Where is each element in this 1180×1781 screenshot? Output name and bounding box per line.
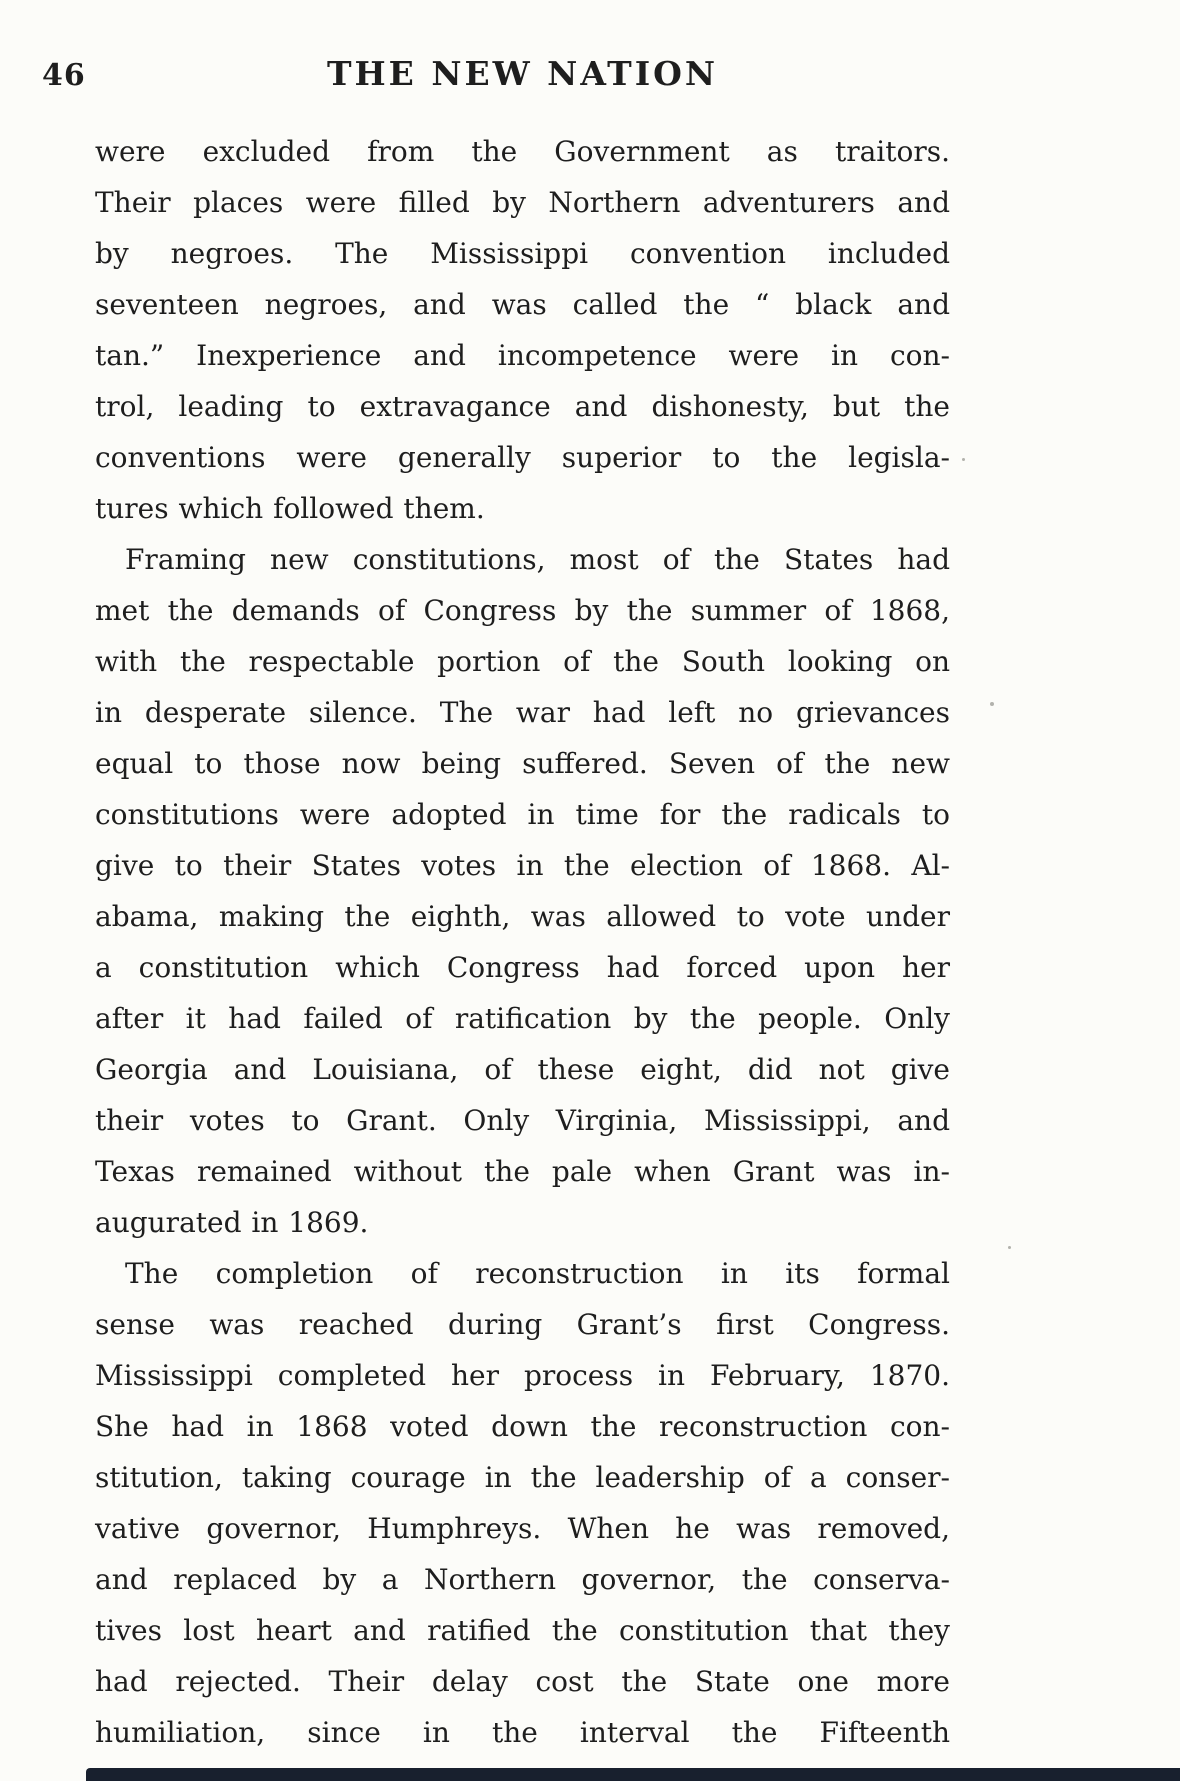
running-title: THE NEW NATION: [326, 54, 719, 93]
text-line: humiliation, since in the interval the Fifteenth: [95, 1716, 950, 1749]
text-line: trol, leading to extravagance and dishonesty, but the: [95, 390, 950, 423]
text-line: were excluded from the Government as traitors.: [95, 135, 950, 168]
paragraph: [95, 534, 950, 1248]
text-line: tives lost heart and ratified the constitution that they: [95, 1614, 950, 1647]
text-line: in desperate silence. The war had left no grievances: [95, 696, 950, 729]
text-line: She had in 1868 voted down the reconstruction con-: [95, 1410, 950, 1443]
scan-speckle: [990, 702, 994, 706]
text-line: stitution, taking courage in the leadership of a conser-: [95, 1461, 950, 1494]
text-line: sense was reached during Grant’s first Congress.: [95, 1308, 950, 1341]
scan-speckle: [962, 458, 965, 461]
scan-edge-artifact: [86, 1768, 1180, 1781]
text-line: abama, making the eighth, was allowed to vote under: [95, 900, 950, 933]
paragraph: [95, 126, 950, 534]
text-line: after it had failed of ratification by the people. Only: [95, 1002, 950, 1035]
scan-speckle: [1008, 1246, 1011, 1249]
text-line: and replaced by a Northern governor, the conserva-: [95, 1563, 950, 1596]
text-line: tan.” Inexperience and incompetence were in con-: [95, 339, 950, 372]
text-line: seventeen negroes, and was called the “ black and: [95, 288, 950, 321]
text-block: [95, 126, 950, 1758]
text-line: give to their States votes in the election of 1868. Al-: [95, 849, 950, 882]
text-line: augurated in 1869.: [95, 1206, 369, 1239]
text-line: tures which followed them.: [95, 492, 485, 525]
page-header: [0, 54, 1180, 100]
text-line: Their places were filled by Northern adventurers and: [95, 186, 950, 219]
text-line: conventions were generally superior to the legisla-: [95, 441, 950, 474]
text-line: had rejected. Their delay cost the State one more: [95, 1665, 950, 1698]
page-number: 46: [42, 58, 86, 93]
text-line: Mississippi completed her process in February, 1870.: [95, 1359, 950, 1392]
text-line: constitutions were adopted in time for the radicals to: [95, 798, 950, 831]
text-line: The completion of reconstruction in its formal: [125, 1257, 950, 1290]
text-line: met the demands of Congress by the summer of 1868,: [95, 594, 950, 627]
text-line: Texas remained without the pale when Grant was in-: [95, 1155, 950, 1188]
text-line: their votes to Grant. Only Virginia, Mississippi, and: [95, 1104, 950, 1137]
text-line: vative governor, Humphreys. When he was removed,: [95, 1512, 950, 1545]
text-line: Framing new constitutions, most of the States had: [125, 543, 950, 576]
text-line: by negroes. The Mississippi convention included: [95, 237, 950, 270]
text-line: Georgia and Louisiana, of these eight, did not give: [95, 1053, 950, 1086]
text-line: with the respectable portion of the South looking on: [95, 645, 950, 678]
text-line: a constitution which Congress had forced upon her: [95, 951, 950, 984]
paragraph: [95, 1248, 950, 1758]
text-line: equal to those now being suffered. Seven of the new: [95, 747, 950, 780]
